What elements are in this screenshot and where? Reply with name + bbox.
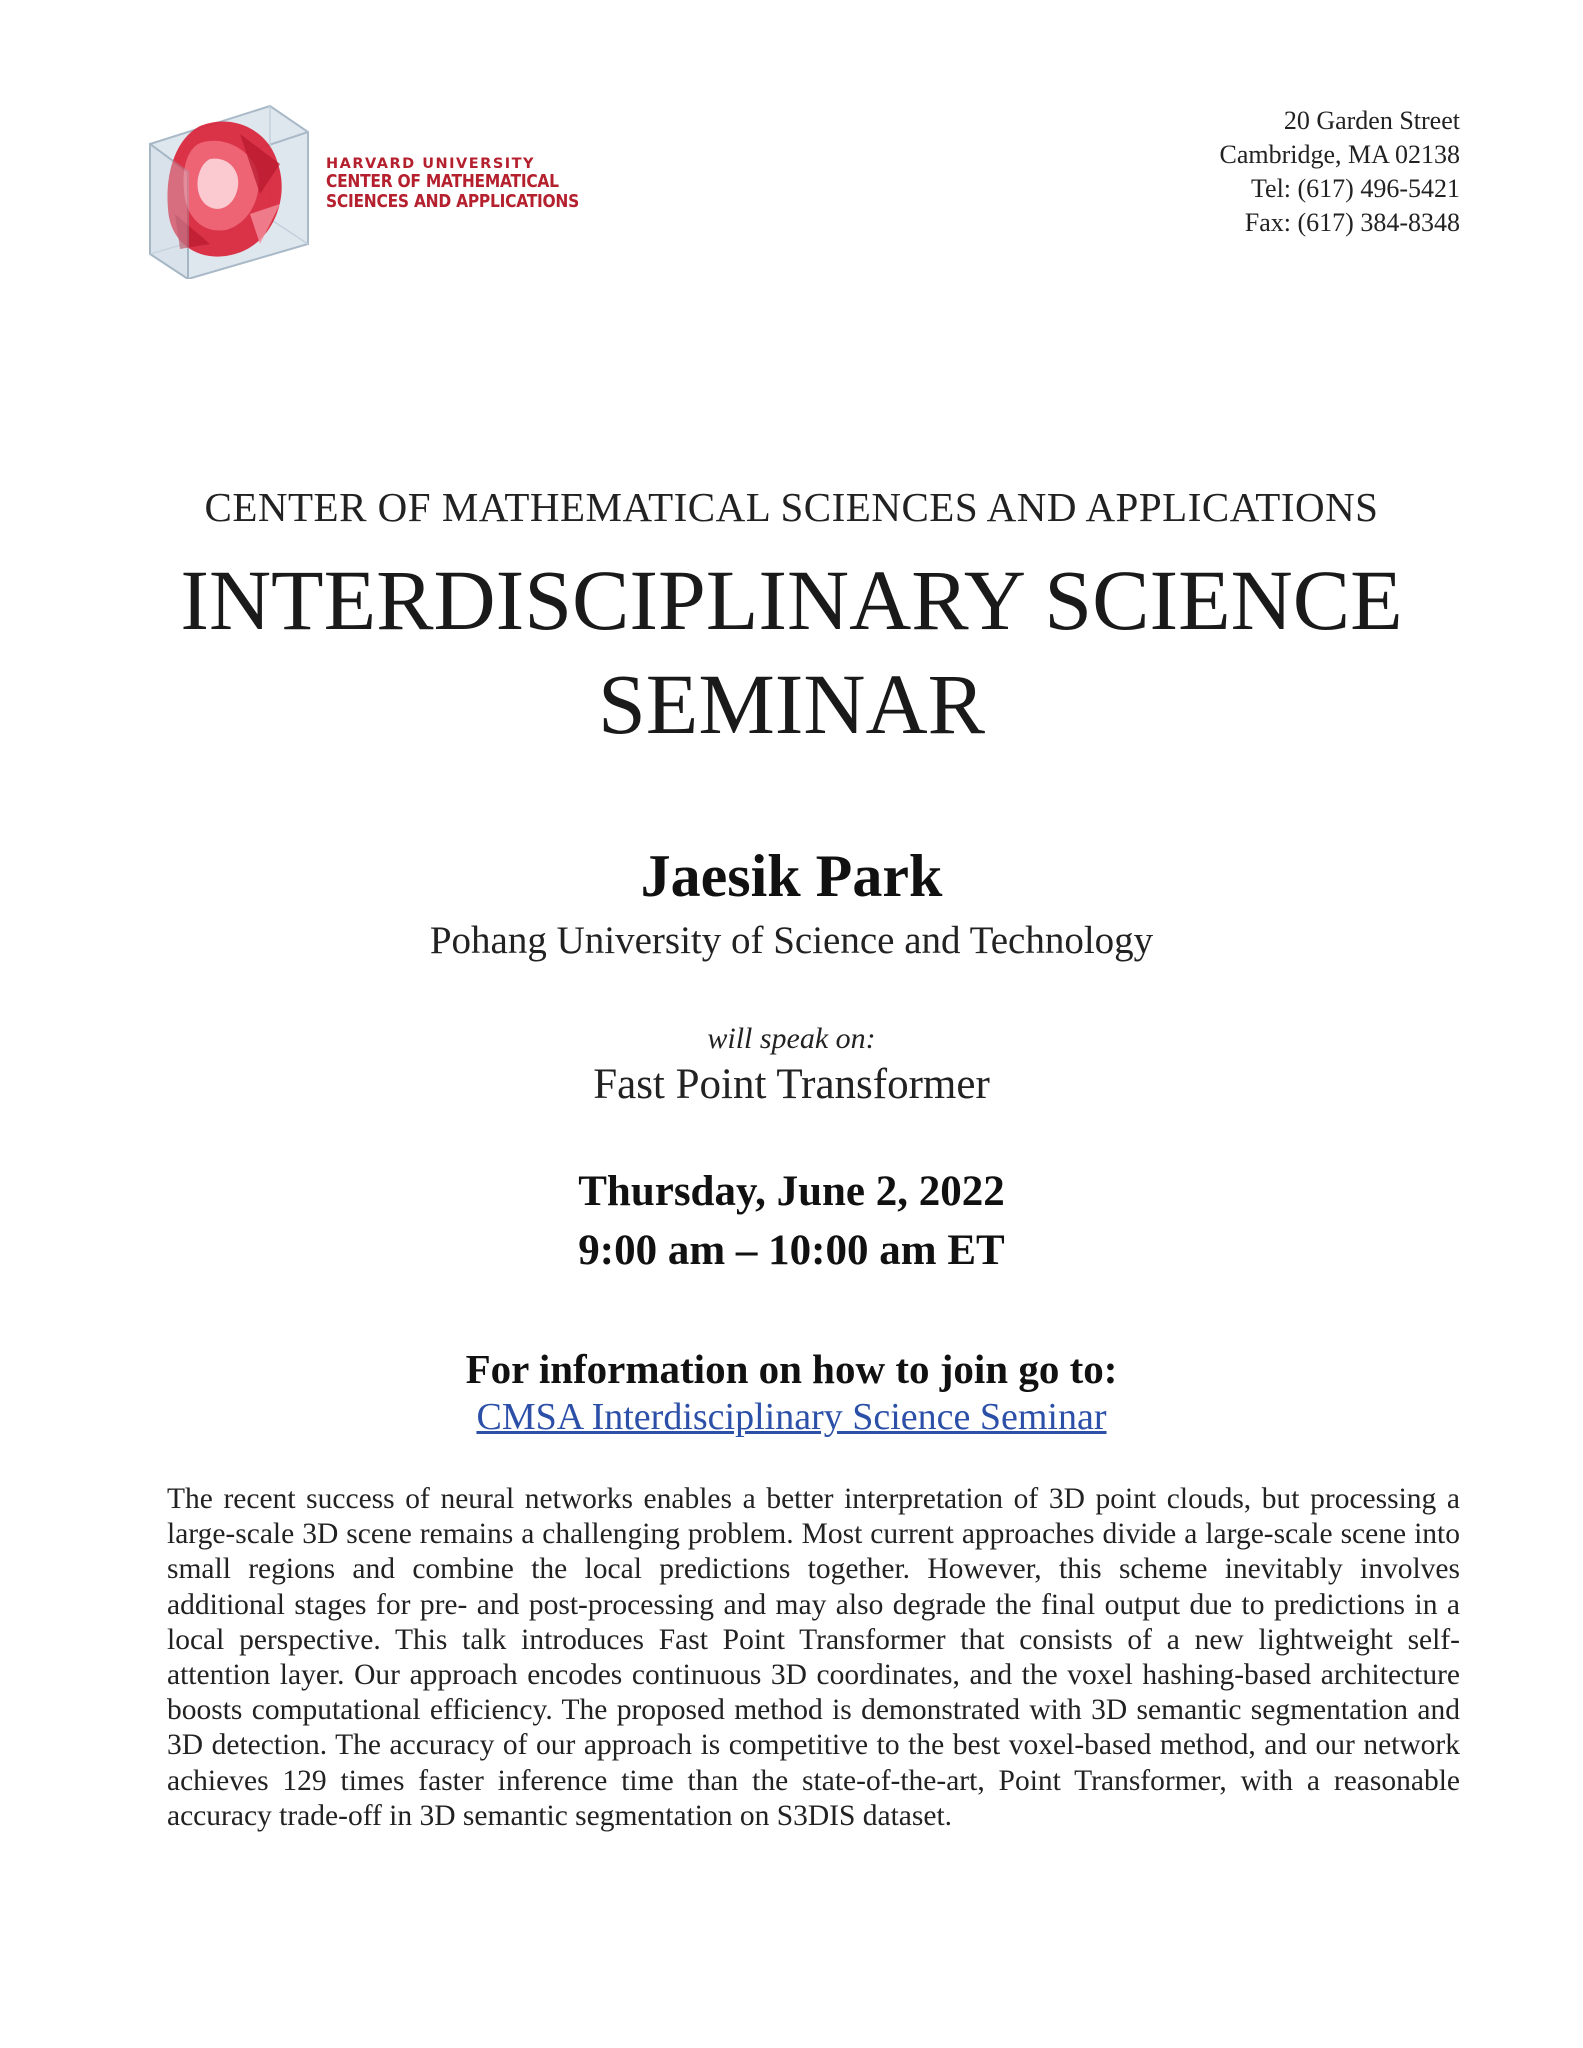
address-block [1220,104,1461,240]
seminar-link[interactable]: CMSA Interdisciplinary Science Seminar [476,1396,1107,1438]
join-info-link-row [0,1395,1583,1439]
speaker-affiliation: Pohang University of Science and Technology [429,919,1154,962]
event-date: Thursday, June 2, 2022 [578,1168,1005,1215]
cmsa-logo [140,104,580,284]
address-fax: Fax: (617) 384-8348 [1244,208,1460,237]
logo-center-text-1: CENTER OF MATHEMATICAL [326,171,559,193]
speaker-name: Jaesik Park [640,843,943,909]
series-title-line1: INTERDISCIPLINARY SCIENCE [180,552,1403,648]
cmsa-cube-logo-icon [140,104,315,279]
talk-title: Fast Point Transformer [593,1061,990,1108]
seminar-series-title [0,548,1583,756]
address-street: 20 Garden Street [1283,106,1460,135]
event-time: 9:00 am – 10:00 am ET [578,1227,1005,1274]
address-tel: Tel: (617) 496-5421 [1250,174,1460,203]
speak-on-label: will speak on: [707,1022,876,1055]
join-info-heading: For information on how to join go to: [465,1346,1118,1392]
center-name-heading: CENTER OF MATHEMATICAL SCIENCES AND APPLICATIONS [204,484,1379,530]
address-city: Cambridge, MA 02138 [1219,140,1460,169]
logo-center-text-2: SCIENCES AND APPLICATIONS [326,191,580,213]
logo-university-text: HARVARD UNIVERSITY [326,156,536,172]
series-title-line2: SEMINAR [597,656,986,752]
talk-abstract: The recent success of neural networks enables a better interpretation of 3D point clouds, but processing a large-scale 3D scene remains a challenging problem. Most current approaches divide a large-scale scene into small regions and combine the local predictions together. However, this scheme inevitably involves additional stages for pre- and post-processing and may also degrade the final output due to predictions in a local perspective. This talk introduces Fast Point Transformer that consists of a new lightweight self-attention layer. Our approach encodes continuous 3D coordinates, and the voxel hashing-based architecture boosts computational efficiency. The proposed method is demonstrated with 3D semantic segmentation and 3D detection. The accuracy of our approach is competitive to the best voxel-based method, and our network achieves 129 times faster inference time than the state-of-the-art, Point Transformer, with a reasonable accuracy trade-off in 3D semantic segmentation on S3DIS dataset. [167,1483,1460,1832]
